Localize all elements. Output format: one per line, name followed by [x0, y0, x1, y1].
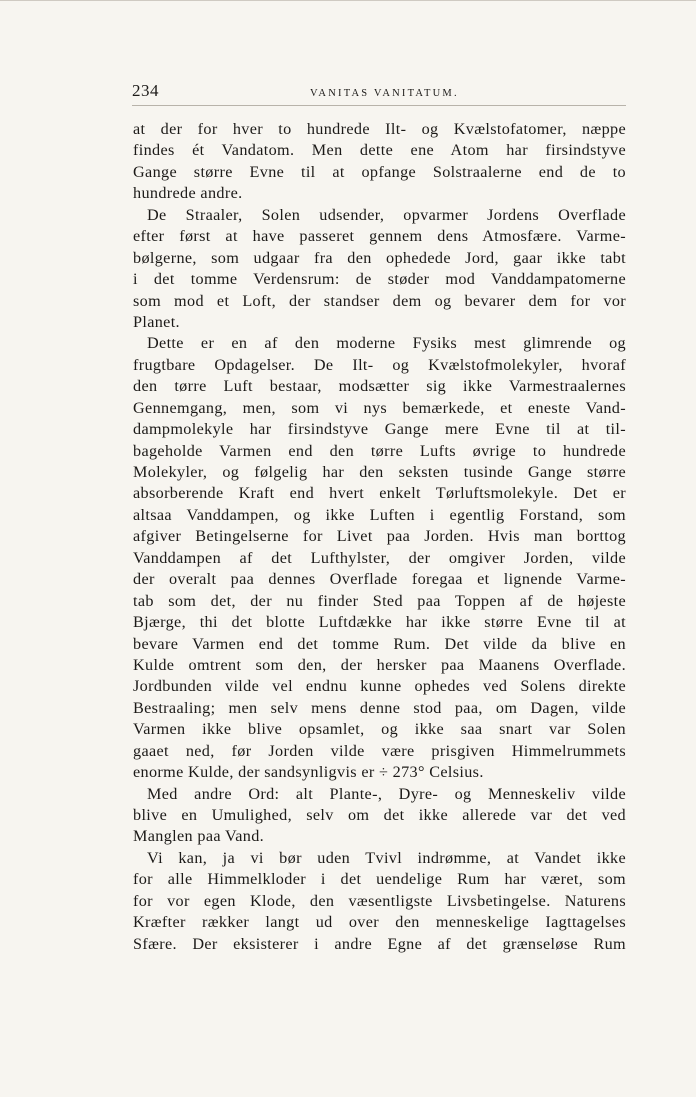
text-line: Gange større Evne til at opfange Solstraalerne end de to — [133, 162, 626, 181]
text-line: hundrede andre. — [133, 184, 243, 203]
text-line: Jordbunden vilde vel endnu kunne ophedes ved Solens direkte — [133, 677, 626, 696]
text-line: afgiver Betingelserne for Livet paa Jorden. Hvis man borttog — [133, 527, 626, 546]
text-line: frugtbare Opdagelser. De Ilt- og Kvælstofmolekyler, hvoraf — [133, 355, 626, 374]
text-line: bølgerne, som udgaar fra den ophedede Jord, gaar ikke tabt — [133, 248, 626, 267]
text-line: Bestraaling; men selv mens denne stod paa, om Dagen, vilde — [133, 698, 626, 717]
text-line: Med andre Ord: alt Plante-, Dyre- og Menneskeliv vilde — [147, 784, 626, 803]
text-line: Kræfter rækker langt ud over den menneskelige Iagttagelses — [133, 913, 626, 932]
text-line: i det tomme Verdensrum: de støder mod Vanddampatomerne — [133, 270, 626, 289]
text-line: Kulde omtrent som den, der hersker paa Maanens Overflade. — [133, 655, 626, 674]
text-line: enorme Kulde, der sandsynligvis er ÷ 273° Celsius. — [133, 763, 484, 782]
text-line: altsaa Vanddampen, og ikke Luften i egentlig Forstand, som — [133, 505, 626, 524]
text-line: for vor egen Klode, den væsentligste Livsbetingelse. Naturens — [133, 891, 626, 910]
text-line: Vi kan, ja vi bør uden Tvivl indrømme, at Vandet ikke — [147, 848, 626, 867]
text-line: Vanddampen af det Lufthylster, der omgiver Jorden, vilde — [133, 548, 626, 567]
running-header — [132, 79, 626, 106]
text-line: absorberende Kraft end hvert enkelt Tørluftsmolekyle. Det er — [133, 484, 626, 503]
text-line: den tørre Luft bestaar, modsætter sig ikke Varmestraalernes — [133, 377, 626, 396]
text-line: efter først at have passeret gennem dens Atmosfære. Varme- — [133, 227, 626, 246]
page-number: 234 — [132, 81, 159, 100]
text-line: som mod et Loft, der standser dem og bevarer dem for vor — [133, 291, 626, 310]
text-line: blive en Umulighed, selv om det ikke allerede var det ved — [133, 806, 626, 824]
text-line: at der for hver to hundrede Ilt- og Kvælstofatomer, næppe — [133, 120, 626, 138]
body-text — [133, 119, 626, 955]
text-line: De Straaler, Solen udsender, opvarmer Jordens Overflade — [147, 205, 626, 224]
text-line: Sfære. Der eksisterer i andre Egne af det grænseløse Rum — [133, 934, 626, 953]
text-line: Manglen paa Vand. — [133, 827, 265, 846]
text-line: Varmen ikke blive opsamlet, og ikke saa snart var Solen — [133, 720, 626, 739]
text-line: gaaet ned, før Jorden vilde være prisgiven Himmelrummets — [133, 741, 626, 760]
text-line: Planet. — [133, 312, 180, 331]
text-line: Dette er en af den moderne Fysiks mest glimrende og — [147, 334, 626, 353]
running-title: VANITAS VANITATUM. — [310, 88, 459, 99]
text-line: Molekyler, og følgelig har den seksten tusinde Gange større — [133, 463, 626, 481]
text-line: for alle Himmelkloder i det uendelige Rum har været, som — [133, 870, 626, 889]
text-line: Bjærge, thi det blotte Luftdække har ikke større Evne til at — [133, 613, 626, 632]
text-line: bageholde Varmen end den tørre Lufts øvrige to hundrede — [133, 441, 626, 460]
text-line: bevare Varmen end det tomme Rum. Det vilde da blive en — [133, 634, 626, 653]
text-line: Gennemgang, men, som vi nys bemærkede, et eneste Vand- — [133, 398, 626, 417]
text-line: findes ét Vandatom. Men dette ene Atom har firsindstyve — [133, 141, 626, 160]
text-line: tab som det, der nu finder Sted paa Toppen af de højeste — [133, 591, 626, 610]
text-line: dampmolekyle har firsindstyve Gange mere Evne til at til- — [133, 420, 626, 439]
text-line: der overalt paa dennes Overflade foregaa et lignende Varme- — [133, 570, 626, 589]
